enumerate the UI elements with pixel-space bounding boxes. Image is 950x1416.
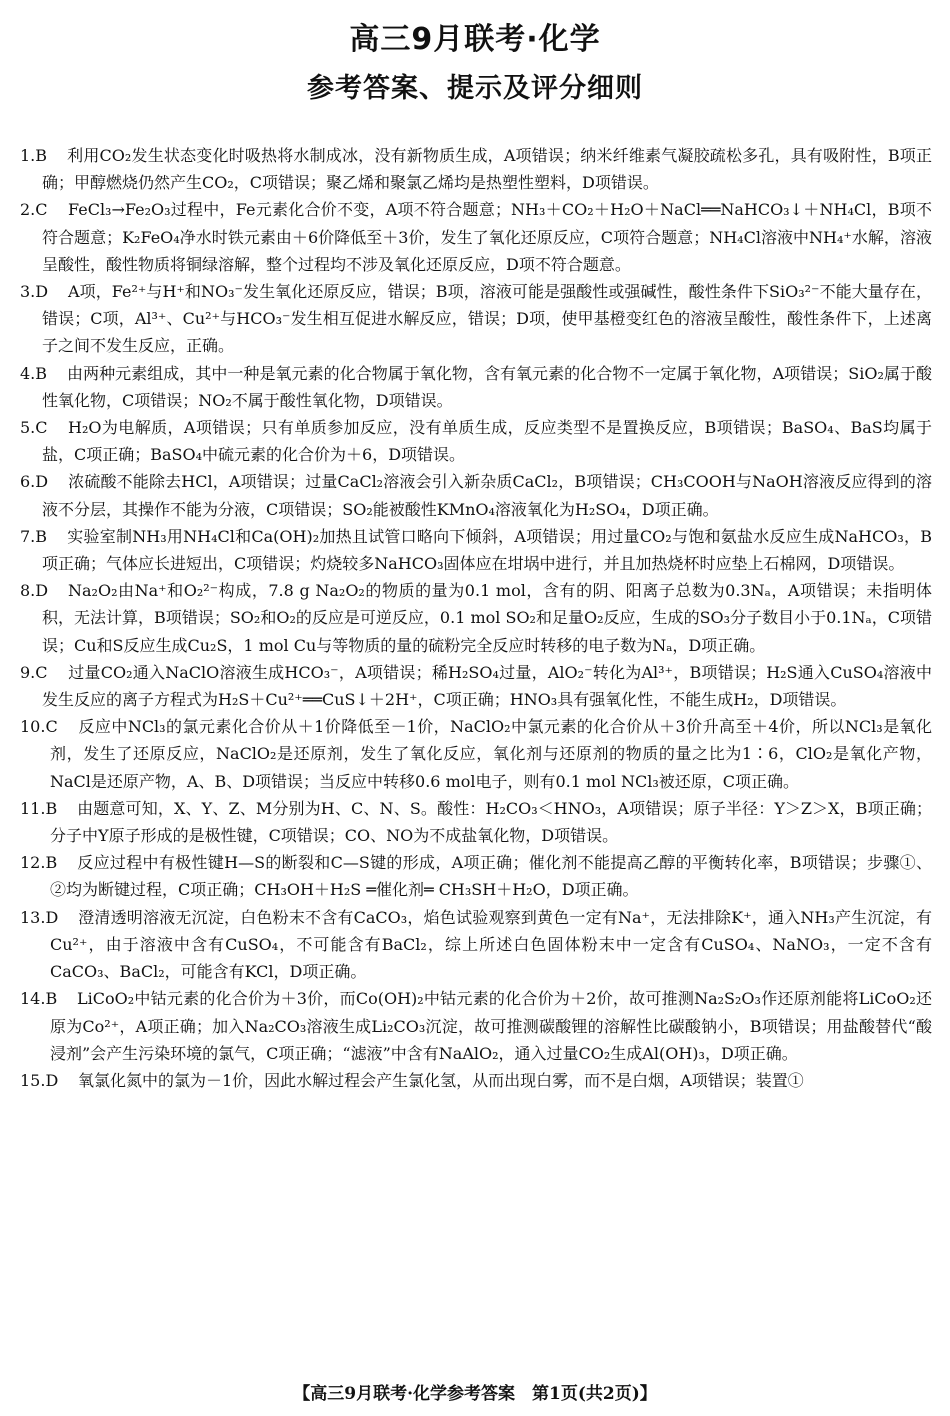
page-footer: 【高三9月联考·化学参考答案 第1页(共2页)】 — [293, 1384, 657, 1404]
item-answer: D — [35, 282, 49, 302]
item-answer: B — [35, 526, 48, 546]
item-explanation: 澄清透明溶液无沉淀，白色粉末不含有CaCO₃，焰色试验观察到黄色一定有Na⁺，无法排除K⁺，通入NH₃产生沉淀，有Cu²⁺，由于溶液中含有CuSO₄，不可能含有BaCl₂，综上所述白色固体粉末中一定含有CuSO₄、NaNO₃，一定不含有CaCO₃、BaCl₂，可能含有KCl，D项正确。 — [50, 907, 932, 982]
item-explanation: 浓硫酸不能除去HCl，A项错误；过量CaCl₂溶液会引入新杂质CaCl₂，B项错误；CH₃COOH与NaOH溶液反应得到的溶液不分层，其操作不能为分液，C项错误；SO₂能被酸性KMnO₄溶液氧化为H₂SO₄，D项正确。 — [42, 472, 932, 519]
item-explanation: H₂O为电解质，A项错误；只有单质参加反应，没有单质生成，反应类型不是置换反应，B项错误；BaSO₄、BaS均属于盐，C项正确；BaSO₄中硫元素的化合价为＋6，D项错误。 — [42, 418, 932, 465]
item-explanation: 过量CO₂通入NaClO溶液生成HCO₃⁻，A项错误；稀H₂SO₄过量，AlO₂⁻转化为Al³⁺，B项错误；H₂S通入CuSO₄溶液中发生反应的离子方程式为H₂S＋Cu²⁺══CuS↓＋2H⁺，C项正确；HNO₃具有强氧化性，不能生成H₂，D项错误。 — [42, 662, 932, 710]
item-explanation: LiCoO₂中钴元素的化合价为＋3价，而Co(OH)₂中钴元素的化合价为＋2价，故可推测Na₂S₂O₃作还原剂能将LiCoO₂还原为Co²⁺，A项正确；加入Na₂CO₃溶液生成Li₂CO₃沉淀，故可推测碳酸锂的溶解性比碳酸钠小，B项错误；用盐酸替代“酸浸剂”会产生污染环境的氯气，C项正确；“滤液”中含有NaAlO₂，通入过量CO₂生成Al(OH)₃，D项正确。 — [50, 989, 932, 1063]
item-answer: C — [35, 200, 48, 220]
item-explanation: 实验室制NH₃用NH₄Cl和Ca(OH)₂加热且试管口略向下倾斜，A项错误；用过量CO₂与饱和氨盐水反应生成NaHCO₃，B项正确；气体应长进短出，C项错误；灼烧较多NaHCO₃固体应在坩埚中进行，并且加热烧杯时应垫上石棉网，D项错误。 — [42, 526, 932, 574]
item-explanation: Na₂O₂由Na⁺和O₂²⁻构成，7.8 g Na₂O₂的物质的量为0.1 mol，含有的阴、阳离子总数为0.3Nₐ，A项错误；未指明体积，无法计算，B项错误；SO₂和O₂的反应是可逆反应，0.1 mol SO₂和足量O₂反应，生成的SO₃分子数目小于0.1Nₐ，C项错误；Cu和S反应生成Cu₂S，1 mol Cu与等物质的量的硫粉完全反应时转移的电子数为Nₐ，D项正确。 — [42, 581, 932, 655]
item-number: 14. — [20, 989, 46, 1009]
answer-item-13 — [20, 904, 932, 986]
item-answer: D — [35, 472, 49, 492]
item-number: 5. — [20, 418, 36, 438]
item-number: 1. — [20, 146, 36, 165]
item-answer: D — [45, 907, 59, 927]
answer-item-14 — [20, 985, 932, 1067]
answer-item-2 — [20, 196, 932, 278]
item-explanation: A项，Fe²⁺与H⁺和NO₃⁻发生氧化还原反应，错误；B项，溶液可能是强酸性或强碱性，酸性条件下SiO₃²⁻不能大量存在，错误；C项，Al³⁺、Cu²⁺与HCO₃⁻发生相互促进水解反应，错误；D项，使甲基橙变红色的溶液呈酸性，酸性条件下，上述离子之间不发生反应，正确。 — [42, 282, 932, 356]
item-number: 7. — [20, 526, 36, 546]
item-number: 2. — [20, 200, 36, 220]
answer-item-1 — [20, 142, 932, 196]
item-answer: C — [35, 662, 48, 682]
item-explanation: 利用CO₂发生状态变化时吸热将水制成冰，没有新物质生成，A项错误；纳米纤维素气凝胶疏松多孔，具有吸附性，B项正确；甲醇燃烧仍然产生CO₂，C项错误；聚乙烯和聚氯乙烯均是热塑性塑料，D项错误。 — [42, 146, 932, 193]
answer-item-5 — [20, 414, 932, 468]
item-number: 11. — [20, 798, 46, 818]
item-number: 3. — [20, 282, 36, 302]
item-number: 6. — [20, 472, 36, 492]
page-subtitle: 参考答案、提示及评分细则 — [307, 73, 643, 104]
answer-item-15 — [20, 1067, 932, 1094]
item-answer: B — [35, 363, 48, 383]
item-explanation: 反应过程中有极性键H—S的断裂和C—S键的形成，A项正确；催化剂不能提高乙醇的平衡转化率，B项错误；步骤①、②均为断键过程，C项正确；CH₃OH＋H₂S ═催化剂═ CH₃SH＋H₂O，D项正确。 — [50, 853, 932, 900]
item-number: 9. — [20, 662, 36, 682]
item-explanation: 反应中NCl₃的氯元素化合价从＋1价降低至－1价，NaClO₂中氯元素的化合价从＋3价升高至＋4价，所以NCl₃是氧化剂，发生了还原反应，NaClO₂是还原剂，发生了氧化反应，氧化剂与还原剂的物质的量之比为1∶6，ClO₂是氧化产物，NaCl是还原产物，A、B、D项错误；当反应中转移0.6 mol电子，则有0.1 mol NCl₃被还原，C项正确。 — [50, 717, 932, 791]
item-answer: D — [45, 1070, 59, 1090]
item-explanation: FeCl₃→Fe₂O₃过程中，Fe元素化合价不变，A项不符合题意；NH₃＋CO₂＋H₂O＋NaCl══NaHCO₃↓＋NH₄Cl，B项不符合题意；K₂FeO₄净水时铁元素由＋6价降低至＋3价，发生了氧化还原反应，C项符合题意；NH₄Cl溶液中NH₄⁺水解，溶液呈酸性，酸性物质将铜绿溶解，整个过程均不涉及氧化还原反应，D项不符合题意。 — [42, 200, 932, 274]
answer-item-11 — [20, 795, 932, 849]
item-answer: C — [35, 418, 48, 438]
answer-item-3 — [20, 278, 932, 360]
answer-item-12 — [20, 849, 932, 903]
item-number: 13. — [20, 907, 46, 927]
item-number: 12. — [20, 853, 46, 873]
item-number: 15. — [20, 1070, 46, 1090]
item-explanation: 氧氯化氮中的氯为－1价，因此水解过程会产生氯化氢，从而出现白雾，而不是白烟，A项错误；装置① — [78, 1070, 804, 1090]
item-explanation: 由题意可知，X、Y、Z、M分别为H、C、N、S。酸性：H₂CO₃＜HNO₃，A项错误；原子半径：Y＞Z＞X，B项正确；分子中Y原子形成的是极性键，C项错误；CO、NO为不成盐氧化物，D项错误。 — [50, 798, 932, 846]
item-answer: B — [45, 798, 58, 818]
item-explanation: 由两种元素组成，其中一种是氧元素的化合物属于氧化物，含有氧元素的化合物不一定属于氧化物，A项错误；SiO₂属于酸性氧化物，C项错误；NO₂不属于酸性氧化物，D项错误。 — [42, 363, 932, 410]
item-answer: C — [45, 717, 58, 737]
item-answer: D — [35, 581, 49, 601]
answer-item-10 — [20, 713, 932, 795]
item-answer: B — [45, 853, 58, 873]
item-number: 10. — [20, 717, 46, 737]
answer-item-6 — [20, 468, 932, 522]
answer-item-9 — [20, 659, 932, 713]
answer-item-8 — [20, 577, 932, 659]
item-answer: B — [45, 989, 58, 1009]
page-title: 高三9月联考·化学 — [349, 22, 601, 57]
item-number: 4. — [20, 363, 36, 383]
answer-list — [20, 142, 932, 1094]
item-answer: B — [35, 146, 48, 165]
answer-item-4 — [20, 360, 932, 414]
answer-item-7 — [20, 523, 932, 577]
item-number: 8. — [20, 581, 36, 601]
